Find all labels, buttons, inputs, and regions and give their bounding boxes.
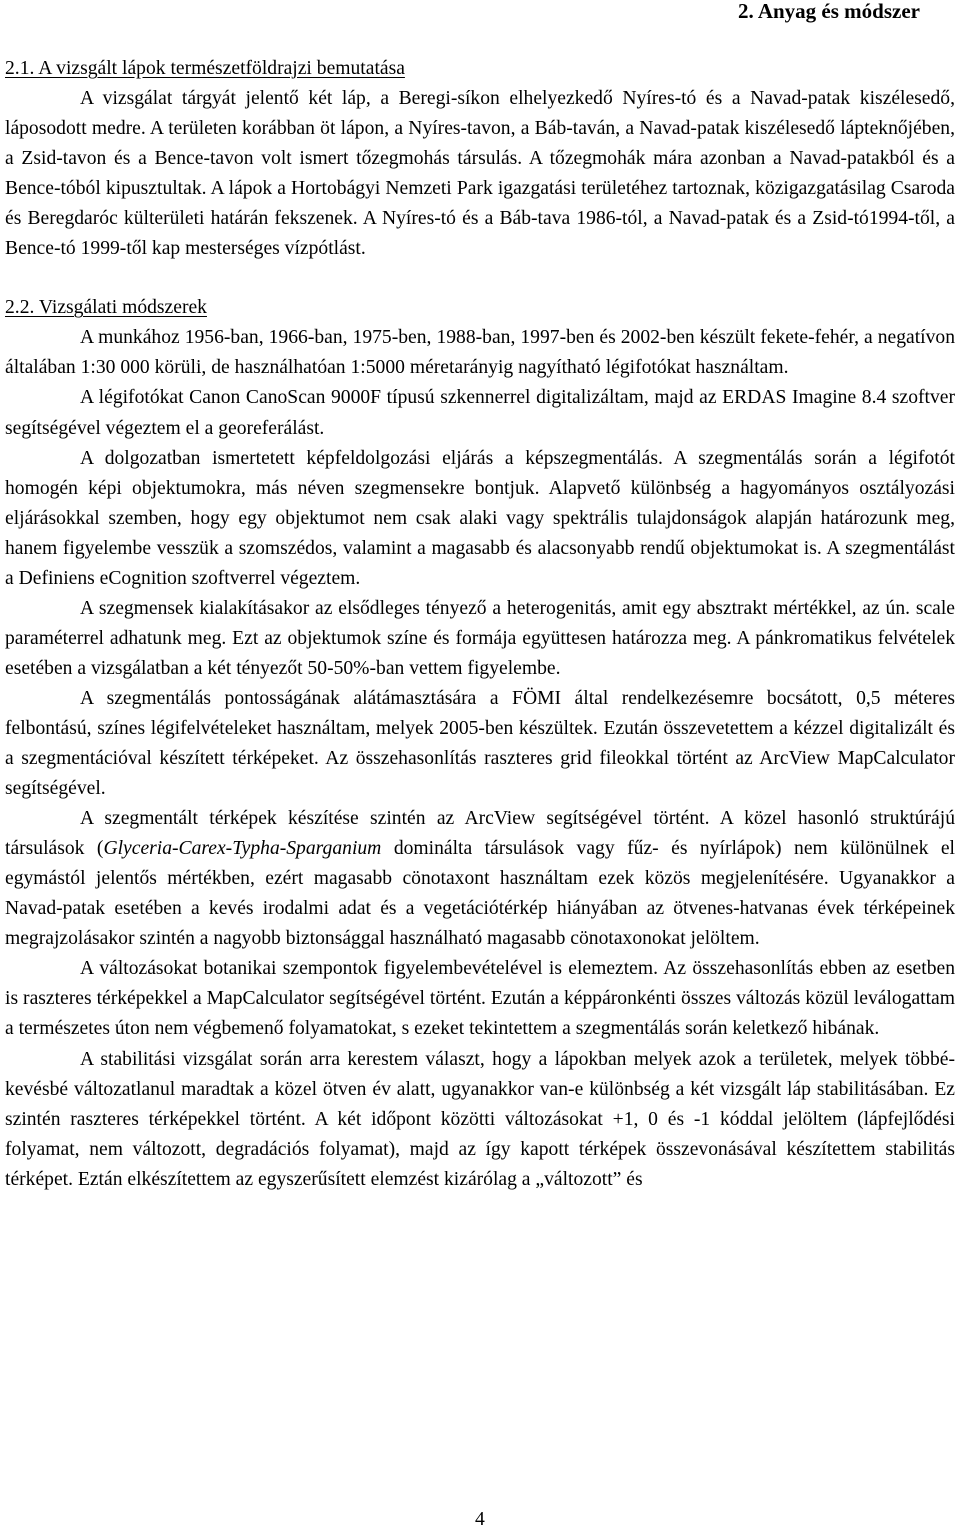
- section-heading-2-2: 2.2. Vizsgálati módszerek: [5, 297, 207, 319]
- chapter-title: 2. Anyag és módszer: [738, 0, 920, 23]
- paragraph: A szegmentálás pontosságának alátámasztására a FÖMI által rendelkezésemre bocsátott, 0,5 méteres felbontású, színes légifelvételeket használtam, melyek 2005-ben készültek. Ezután összevetettem a kézzel digitalizált és a szegmentációval készített térképeket. Az összehasonlítás raszteres grid fileokkal történt az ArcView MapCalculator segítségével.: [5, 687, 955, 800]
- section-gap: [5, 264, 955, 293]
- paragraph: A vizsgálat tárgyát jelentő két láp, a Beregi-síkon elhelyezkedő Nyíres-tó és a Navad-patak kiszélesedő, láposodott medre. A területen korábban öt lápon, a Nyíres-tavon, a Báb-taván, a Navad-patak kiszélesedő lápteknőjében, a Zsid-tavon és a Bence-tavon volt ismert tőzegmohás társulás. A tőzegmohák mára azonban a Navad-patakból és a Bence-tóból kipusztultak. A lápok a Hortobágyi Nemzeti Park igazgatási területéhez tartoznak, közigazgatásilag Csaroda és Beregdaróc külterületi határán fekszenek. A Nyíres-tó és a Báb-tava 1986-tól, a Navad-patak és a Zsid-tó1994-től, a Bence-tó 1999-től kap mesterséges vízpótlást.: [5, 88, 955, 260]
- species-names-italic: Glyceria-Carex-Typha-Sparganium: [103, 838, 382, 860]
- paragraph-with-species-names: [5, 804, 955, 954]
- paragraph-text: dominálta társulások vagy fűz- és nyírlápok) nem különülnek el egymástól jelentős mértékben, ezért magasabb cönotaxont használtam ezek közös megjelenítésére. Ugyanakkor a Navad-patak esetében a kevés irodalmi adat és a vegetációtérkép hiányában az ötvenes-hatvanas évek térképeinek megrajzolásakor szintén a nagyobb biztonsággal használható magasabb cönotaxonokat jelöltem.: [5, 838, 956, 950]
- paragraph: A változásokat botanikai szempontok figyelembevételével is elemeztem. Az összehasonlítás ebben az esetben is raszteres térképekkel a MapCalculator segítségével történt. Ezután a képpáronkénti összes változás közül leválogattam a természetes úton nem végbemenő folyamatokat, s ezeket tekintettem a szegmentálás során keletkező hibának.: [5, 958, 955, 1040]
- paragraph: A dolgozatban ismertetett képfeldolgozási eljárás a képszegmentálás. A szegmentálás során a légifotót homogén képi objektumokra, más néven szegmensekre bontjuk. Alapvető különbség a hagyományos osztályozási eljárásokkal szemben, hogy egy objektumot nem csak alaki vagy spektrális tulajdonságok alapján határozunk meg, hanem figyelembe vesszük a szomszédos, valamint a magasabb és alacsonyabb rendű objektumokat is. A szegmentálást a Definiens eCognition szoftverrel végeztem.: [5, 447, 955, 589]
- paragraph: A munkához 1956-ban, 1966-ban, 1975-ben, 1988-ban, 1997-ben és 2002-ben készült fekete-fehér, a negatívon általában 1:30 000 körüli, de használhatóan 1:5000 méretarányig nagyítható légifotókat használtam.: [5, 327, 955, 379]
- paragraph: A szegmensek kialakításakor az elsődleges tényező a heterogenitás, amit egy absztrakt mértékkel, az ún. scale paraméterrel adhatunk meg. Ezt az objektumok színe és formája együttesen határozza meg. A pánkromatikus felvételek esetében a vizsgálatban a két tényezőt 50-50%-ban vettem figyelembe.: [5, 597, 955, 679]
- paragraph: A stabilitási vizsgálat során arra kerestem választ, hogy a lápokban melyek azok a területek, melyek többé-kevésbé változatlanul maradtak a közel ötven év alatt, ugyanakkor van-e különbség a két vizsgált láp stabilitásában. Ez szintén raszteres térképekkel történt. A két időpont közötti változásokat +1, 0 és -1 kóddal jelöltem (lápfejlődési folyamat, nem változott, degradációs folyamat), majd az így kapott térképek összevonásával készítettem stabilitás térképet. Eztán elkészítettem az egyszerűsített elemzést kizárólag a „változott” és: [5, 1048, 955, 1190]
- section-heading-2-1: 2.1. A vizsgált lápok természetföldrajzi bemutatása: [5, 58, 405, 79]
- paragraph: A légifotókat Canon CanoScan 9000F típusú szkennerrel digitalizáltam, majd az ERDAS Imagine 8.4 szoftver segítségével végeztem el a georeferálást.: [5, 387, 955, 439]
- body-text: [5, 54, 955, 1195]
- paragraph-text: A szegmentált térképek készítése szintén az ArcView segítségével történt. A közel hasonló struktúrájú társulások (: [5, 808, 955, 860]
- page-number: 4: [475, 1509, 485, 1530]
